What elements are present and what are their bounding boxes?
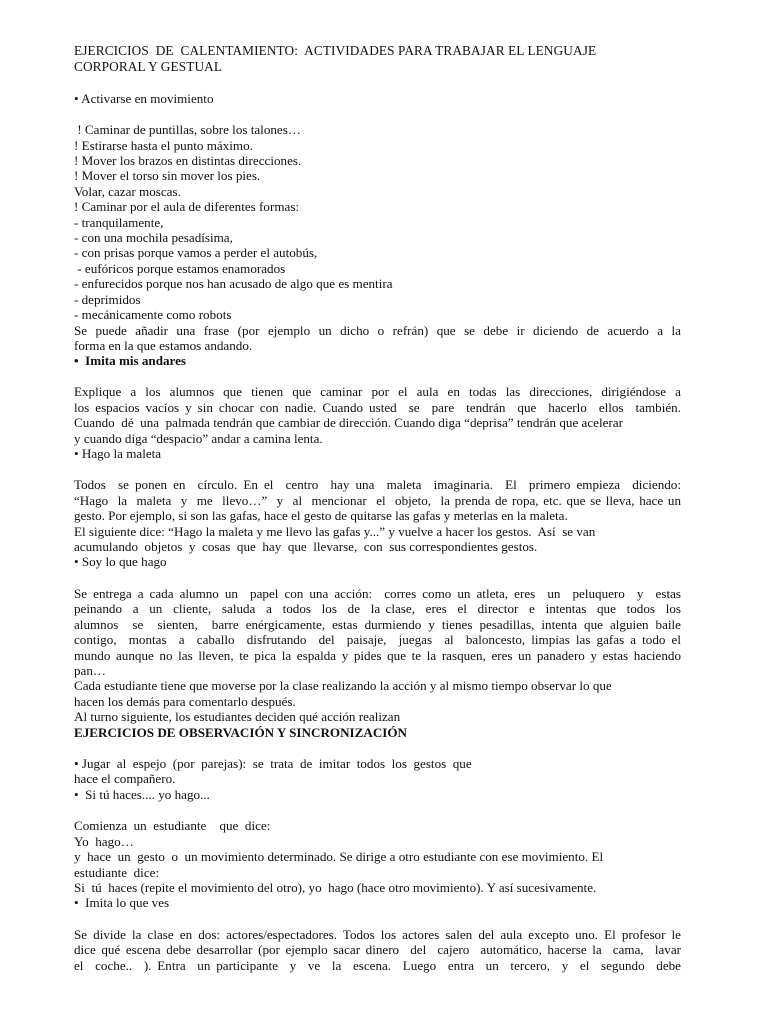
- text-line: mundo aunque no las lleven, te pica la espalda y pides que te la rasquen, eres un panadero y estas haciendo: [74, 648, 681, 663]
- text-line: los espacios vacíos y sin chocar con nadie. Cuando usted se pare tendrán que hacerlo ellos también.: [74, 400, 681, 415]
- list-item: - eufóricos porque estamos enamorados: [74, 261, 286, 276]
- list-item: - con prisas porque vamos a perder el autobús,: [74, 245, 318, 260]
- text-line: Se puede añadir una frase (por ejemplo un dicho o refrán) que se debe ir diciendo de acuerdo a la: [74, 323, 681, 338]
- section-heading-hago-la-maleta: • Hago la maleta: [74, 446, 162, 461]
- text-line: alumnos se sienten, barre enérgicamente, estas durmiendo y tienes pesadillas, intenta que alguien baile: [74, 617, 681, 632]
- section-heading-imita-lo-que-ves: • Imita lo que ves: [74, 895, 170, 910]
- text-line: ! Caminar por el aula de diferentes formas:: [74, 199, 300, 214]
- section-heading-si-tu-haces: • Si tú haces.... yo hago...: [74, 787, 210, 802]
- text-line: hace el compañero.: [74, 771, 176, 786]
- text-line: ! Mover el torso sin mover los pies.: [74, 168, 261, 183]
- section-heading-activarse: • Activarse en movimiento: [74, 91, 214, 106]
- text-line: Volar, cazar moscas.: [74, 184, 181, 199]
- text-line: contigo, montas a caballo disfrutando del paisaje, juegas al baloncesto, limpias las gafas a todo el: [74, 632, 681, 647]
- text-line: pan…: [74, 663, 106, 678]
- text-line: dice qué escena debe desarrollar (por ejemplo sacar dinero del cajero automático, hacerse la cama, lavar: [74, 942, 681, 957]
- text-line: acumulando objetos y cosas que hay que llevarse, con sus correspondientes gestos.: [74, 539, 538, 554]
- text-line: Cuando dé una palmada tendrán que cambiar de dirección. Cuando diga “deprisa” tendrán que acelerar: [74, 415, 623, 430]
- list-item: - mecánicamente como robots: [74, 307, 232, 322]
- text-line: ! Mover los brazos en distintas direcciones.: [74, 153, 302, 168]
- text-line: forma en la que estamos andando.: [74, 338, 253, 353]
- list-item: - tranquilamente,: [74, 215, 164, 230]
- section-heading-soy-lo-que-hago: • Soy lo que hago: [74, 554, 167, 569]
- text-line: hacen los demás para comentarlo después.: [74, 694, 296, 709]
- text-line: Comienza un estudiante que dice:: [74, 818, 271, 833]
- text-line: Si tú haces (repite el movimiento del otro), yo hago (hace otro movimiento). Y así sucesivamente.: [74, 880, 597, 895]
- text-line: Al turno siguiente, los estudiantes deciden qué acción realizan: [74, 709, 401, 724]
- section-heading-observacion: EJERCICIOS DE OBSERVACIÓN Y SINCRONIZACIÓN: [74, 725, 408, 740]
- text-line: Cada estudiante tiene que moverse por la clase realizando la acción y al mismo tiempo observar lo que: [74, 678, 612, 693]
- list-item: - deprimidos: [74, 292, 141, 307]
- list-item: - enfurecidos porque nos han acusado de algo que es mentira: [74, 276, 393, 291]
- list-item: - con una mochila pesadísima,: [74, 230, 233, 245]
- text-line: gesto. Por ejemplo, si son las gafas, hace el gesto de quitarse las gafas y meterlas en la maleta.: [74, 508, 568, 523]
- text-line: Explique a los alumnos que tienen que caminar por el aula en todas las direcciones, dirigiéndose a: [74, 384, 681, 399]
- text-line: Se divide la clase en dos: actores/espectadores. Todos los actores salen del aula excepto uno. El profesor le: [74, 927, 681, 942]
- text-line: y hace un gesto o un movimiento determinado. Se dirige a otro estudiante con ese movimiento. El: [74, 849, 604, 864]
- document-title-line-2: CORPORAL Y GESTUAL: [74, 59, 223, 74]
- text-line: • Jugar al espejo (por parejas): se trata de imitar todos los gestos que: [74, 756, 472, 771]
- text-line: peinando a un cliente, saluda a todos los de la clase, eres el director e intentas que todos los: [74, 601, 681, 616]
- text-line: ! Caminar de puntillas, sobre los talones…: [74, 122, 301, 137]
- text-line: ! Estirarse hasta el punto máximo.: [74, 138, 253, 153]
- text-line: y cuando diga “despacio” andar a camina lenta.: [74, 431, 323, 446]
- text-line: Todos se ponen en círculo. En el centro hay una maleta imaginaria. El primero empieza diciendo:: [74, 477, 681, 492]
- text-line: estudiante dice:: [74, 865, 160, 880]
- text-line: El siguiente dice: “Hago la maleta y me llevo las gafas y...” y vuelve a hacer los gestos. Así se van: [74, 524, 596, 539]
- section-heading-imita-mis-andares: • Imita mis andares: [74, 353, 187, 368]
- text-line: Yo hago…: [74, 834, 134, 849]
- text-line: “Hago la maleta y me llevo…” y al mencionar el objeto, la prenda de ropa, etc. que se lleva, hace un: [74, 493, 681, 508]
- text-line: Se entrega a cada alumno un papel con una acción: corres como un atleta, eres un peluquero y estas: [74, 586, 681, 601]
- text-line: el coche.. ). Entra un participante y ve la escena. Luego entra un tercero, y el segundo debe: [74, 958, 681, 973]
- document-title-line-1: EJERCICIOS DE CALENTAMIENTO: ACTIVIDADES PARA TRABAJAR EL LENGUAJE: [74, 43, 597, 58]
